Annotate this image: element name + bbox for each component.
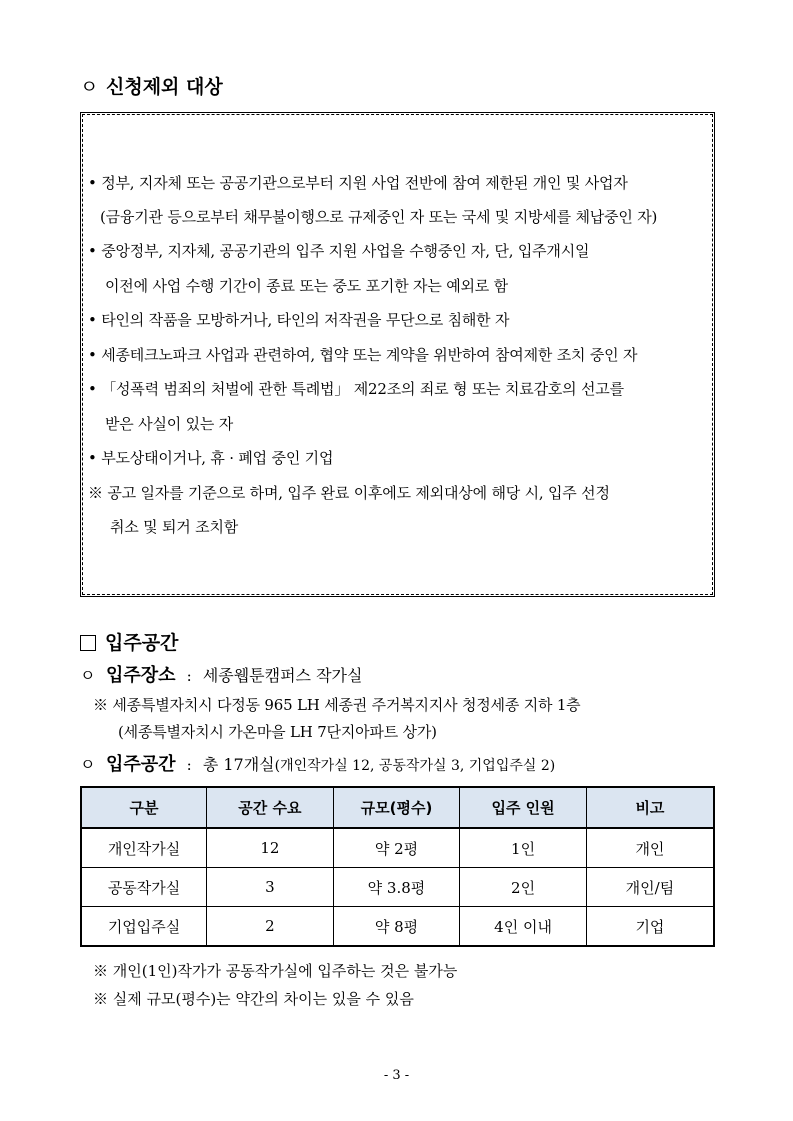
- exclusion-line: 받은 사실이 있는 자: [105, 415, 234, 433]
- colon: :: [186, 756, 192, 774]
- header-demand: 공간 수요: [207, 787, 334, 828]
- colon: :: [186, 667, 192, 685]
- exclusion-note: ※ 공고 일자를 기준으로 하며, 입주 완료 이후에도 제외대상에 해당 시, 입주 선정: [88, 484, 610, 502]
- table-note: ※ 개인(1인)작가가 공동작가실에 입주하는 것은 불가능: [93, 962, 458, 980]
- exclusion-line: (금융기관 등으로부터 채무불이행으로 규제중인 자 또는 국세 및 지방세를 체납중인 자): [100, 208, 658, 226]
- exclusion-line: • 타인의 작품을 모방하거나, 타인의 저작권을 무단으로 침해한 자: [88, 311, 510, 329]
- space-table: [80, 786, 715, 947]
- section-title: 입주공간: [105, 632, 179, 654]
- table-note: ※ 실제 규모(평수)는 약간의 차이는 있을 수 있음: [93, 990, 414, 1008]
- cell: 개인/팀: [586, 868, 714, 907]
- cell: 개인: [586, 828, 714, 868]
- exclusion-line: 이전에 사업 수행 기간이 종료 또는 중도 포기한 자는 예외로 함: [105, 277, 508, 295]
- space-detail: (개인작가실 12, 공동작가실 3, 기업입주실 2): [274, 758, 556, 774]
- header-occupants: 입주 인원: [460, 787, 587, 828]
- cell: 약 8평: [333, 907, 460, 947]
- header-category: 구분: [81, 787, 207, 828]
- header-remarks: 비고: [586, 787, 714, 828]
- cell: 12: [207, 828, 334, 868]
- section-title: 신청제외 대상: [106, 76, 223, 98]
- space-label: 입주공간: [106, 754, 176, 775]
- table-row: [81, 828, 714, 868]
- cell: 공동작가실: [81, 868, 207, 907]
- address-line: (세종특별자치시 가온마을 LH 7단지아파트 상가): [118, 723, 437, 741]
- cell: 개인작가실: [81, 828, 207, 868]
- location-row: [80, 661, 362, 687]
- table-header-row: [81, 787, 714, 828]
- exclusion-note: 취소 및 퇴거 조치함: [110, 518, 239, 536]
- cell: 약 2평: [333, 828, 460, 868]
- section-heading-exclusion: [80, 72, 223, 99]
- section-heading-space: [80, 628, 178, 655]
- header-size: 규모(평수): [333, 787, 460, 828]
- circle-bullet-icon: ㅇ: [80, 755, 96, 774]
- location-label: 입주장소: [106, 665, 176, 686]
- exclusion-line: • 부도상태이거나, 휴 · 폐업 중인 기업: [88, 449, 334, 467]
- address-line: ※ 세종특별자치시 다정동 965 LH 세종권 주거복지지사 청정세종 지하 1층: [93, 696, 581, 714]
- circle-bullet-icon: ㅇ: [80, 666, 96, 685]
- cell: 4인 이내: [460, 907, 587, 947]
- cell: 1인: [460, 828, 587, 868]
- cell: 2인: [460, 868, 587, 907]
- table-row: [81, 907, 714, 947]
- square-bullet-icon: [80, 635, 96, 651]
- circle-bullet-icon: ㅇ: [80, 76, 99, 98]
- cell: 기업입주실: [81, 907, 207, 947]
- cell: 기업: [586, 907, 714, 947]
- space-row: [80, 750, 555, 776]
- location-value: 세종웹툰캠퍼스 작가실: [202, 666, 363, 685]
- page-number: - 3 -: [383, 1068, 410, 1083]
- cell: 2: [207, 907, 334, 947]
- cell: 3: [207, 868, 334, 907]
- exclusion-line: • 중앙정부, 지자체, 공공기관의 입주 지원 사업을 수행중인 자, 단, 입주개시일: [88, 242, 590, 260]
- table-row: [81, 868, 714, 907]
- cell: 약 3.8평: [333, 868, 460, 907]
- exclusion-line: • 정부, 지자체 또는 공공기관으로부터 지원 사업 전반에 참여 제한된 개인 및 사업자: [88, 174, 628, 192]
- space-value: 총 17개실: [202, 755, 275, 774]
- exclusion-line: • 「성폭력 범죄의 처벌에 관한 특례법」 제22조의 죄로 형 또는 치료감호의 선고를: [88, 380, 624, 398]
- exclusion-line: • 세종테크노파크 사업과 관련하여, 협약 또는 계약을 위반하여 참여제한 조치 중인 자: [88, 346, 638, 364]
